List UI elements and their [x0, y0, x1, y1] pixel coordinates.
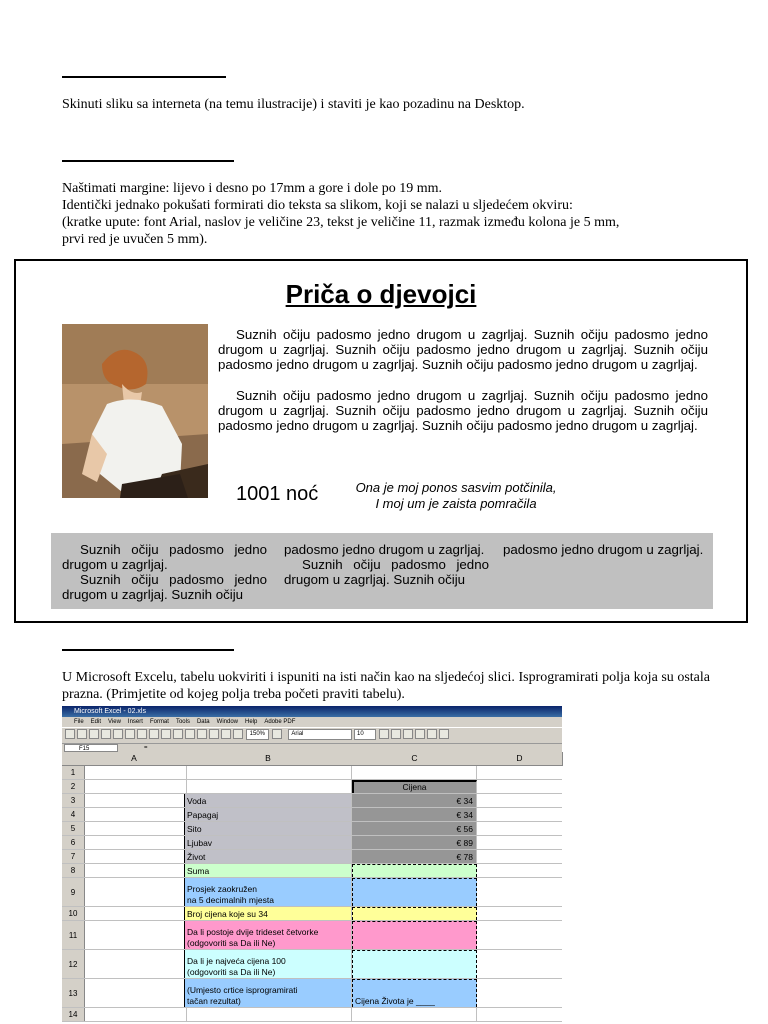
- instruction-2: Naštimati margine: lijevo i desno po 17mm a gore i dole po 19 mm. Identički jednako pokušati formirati dio teksta sa slikom, koji se nalazi u sljedećem okviru: (kratke upute: font Arial, naslov je veličine 23, tekst je veličine 11, razmak između kolona je 5 mm, prvi red je uvučen 5 mm).: [62, 181, 620, 247]
- undo-icon[interactable]: [173, 729, 183, 739]
- cell-b[interactable]: [184, 808, 352, 821]
- column-paragraph: Suznih očiju padosmo jedno drugom u zagrljaj. Suznih očiju: [62, 572, 267, 602]
- cell-c-text: Cijena Života je ____: [355, 996, 435, 1006]
- table-row: [62, 822, 562, 836]
- font-name-select[interactable]: Arial: [288, 729, 352, 740]
- row-header[interactable]: 2: [62, 780, 85, 793]
- cell-c[interactable]: [352, 822, 477, 835]
- table-row: [62, 780, 562, 794]
- column-paragraph: padosmo jedno drugom u zagrljaj.: [284, 542, 485, 557]
- cell-c[interactable]: [352, 836, 477, 849]
- excel-title-bar: Microsoft Excel - 02.xls: [62, 706, 562, 717]
- cell-c-text: € 34: [456, 796, 473, 806]
- excel-menu-item[interactable]: Tools: [175, 719, 190, 725]
- column-paragraph: padosmo jedno drugom u zagrljaj.: [503, 542, 704, 557]
- excel-menu-item[interactable]: File: [74, 719, 84, 725]
- row-header[interactable]: 14: [62, 1008, 85, 1021]
- table-row: [62, 979, 562, 1008]
- cell-b[interactable]: [184, 836, 352, 849]
- column-header-row: [62, 752, 562, 766]
- paste-icon[interactable]: [161, 729, 171, 739]
- cell-c[interactable]: [352, 907, 477, 920]
- cell-d[interactable]: [477, 1008, 564, 1021]
- cut-icon[interactable]: [137, 729, 147, 739]
- excel-screenshot: [62, 706, 562, 1019]
- excel-menu-item[interactable]: View: [108, 719, 121, 725]
- row-header[interactable]: 3: [62, 794, 85, 807]
- girl-painting-image: [62, 324, 208, 498]
- cell-d[interactable]: [477, 808, 564, 821]
- align-right-icon[interactable]: [439, 729, 449, 739]
- story-paragraph-2: Suznih očiju padosmo jedno drugom u zagrljaj. Suznih očiju padosmo jedno drugom u zagrljaj. Suznih očiju padosmo jedno drugom u zagrljaj. Suznih očiju padosmo jedno drugom u zagrljaj. Suznih očiju padosmo jedno drugom u zagrljaj.: [218, 388, 708, 434]
- table-row: [62, 1008, 562, 1022]
- column-text-band: [51, 533, 713, 609]
- separator-line: [62, 649, 234, 651]
- story-paragraph-1: Suznih očiju padosmo jedno drugom u zagrljaj. Suznih očiju padosmo jedno drugom u zagrljaj. Suznih očiju padosmo jedno drugom u zagrljaj. Suznih očiju padosmo jedno drugom u zagrljaj. Suznih očiju padosmo jedno drugom u zagrljaj.: [218, 327, 708, 373]
- cell-b[interactable]: [184, 780, 352, 793]
- cell-c[interactable]: [352, 979, 477, 1007]
- cell-c[interactable]: [352, 794, 477, 807]
- font-size-select[interactable]: 10: [354, 729, 376, 740]
- excel-menu-item[interactable]: Format: [149, 719, 169, 725]
- excel-menu-item[interactable]: Data: [196, 719, 210, 725]
- cell-a[interactable]: [84, 850, 187, 863]
- table-row: [62, 794, 562, 808]
- cell-c-text: € 89: [456, 838, 473, 848]
- hyperlink-icon[interactable]: [197, 729, 207, 739]
- align-center-icon[interactable]: [427, 729, 437, 739]
- separator-line: [62, 160, 234, 162]
- excel-menu-item[interactable]: Adobe PDF: [264, 719, 296, 725]
- name-box[interactable]: F15: [64, 744, 118, 752]
- column-paragraph: Suznih očiju padosmo jedno drugom u zagrljaj.: [62, 542, 267, 572]
- poem-line: I moj um je zaista pomračila: [375, 496, 537, 511]
- row-header[interactable]: 13: [62, 979, 85, 1007]
- cell-c[interactable]: [352, 921, 477, 949]
- cell-c[interactable]: [352, 864, 477, 877]
- cell-b-text: Papagaj: [187, 810, 219, 820]
- cell-b-text: Ljubav: [187, 838, 213, 848]
- row-header[interactable]: 6: [62, 836, 85, 849]
- italic-icon[interactable]: [391, 729, 401, 739]
- cell-c-text: € 78: [456, 852, 473, 862]
- cell-b-text: Sito: [187, 824, 202, 834]
- cell-b-text: Voda: [187, 796, 207, 806]
- cell-c[interactable]: [352, 850, 477, 863]
- excel-menu-item[interactable]: Edit: [90, 719, 102, 725]
- cell-a[interactable]: [84, 794, 187, 807]
- row-header[interactable]: 4: [62, 808, 85, 821]
- row-header[interactable]: 11: [62, 921, 85, 949]
- cell-b[interactable]: [184, 822, 352, 835]
- excel-toolbar: [62, 728, 562, 744]
- cell-b-text: (Umjesto crtice isprogramirati tačan rezultat): [187, 985, 298, 1006]
- row-header[interactable]: 12: [62, 950, 85, 978]
- cell-d[interactable]: [477, 780, 564, 793]
- text-column-2: [284, 542, 489, 587]
- table-row: [62, 850, 562, 864]
- cell-c[interactable]: [352, 808, 477, 821]
- cell-b-text: Da li postoje dvije trideset četvorke (odgovoriti sa Da ili Ne): [187, 927, 319, 948]
- table-row: [62, 808, 562, 822]
- cell-d[interactable]: [477, 766, 564, 779]
- table-row: [62, 921, 562, 950]
- cell-b[interactable]: [184, 907, 352, 920]
- cell-c-text: € 34: [456, 810, 473, 820]
- row-header[interactable]: 1: [62, 766, 85, 779]
- new-icon[interactable]: [65, 729, 75, 739]
- cell-b[interactable]: [184, 950, 352, 978]
- cell-c[interactable]: [352, 1008, 477, 1021]
- cell-a[interactable]: [84, 1008, 187, 1021]
- cell-b[interactable]: [184, 864, 352, 877]
- redo-icon[interactable]: [185, 729, 195, 739]
- align-left-icon[interactable]: [415, 729, 425, 739]
- row-header[interactable]: 10: [62, 907, 85, 920]
- column-paragraph: Suznih očiju padosmo jedno drugom u zagrljaj. Suznih očiju: [284, 557, 489, 587]
- cell-d[interactable]: [477, 794, 564, 807]
- cell-b[interactable]: [184, 1008, 352, 1021]
- bold-icon[interactable]: [379, 729, 389, 739]
- table-row: [62, 836, 562, 850]
- underline-icon[interactable]: [403, 729, 413, 739]
- save-icon[interactable]: [89, 729, 99, 739]
- table-row: [62, 864, 562, 878]
- cell-a[interactable]: [84, 780, 187, 793]
- cell-a[interactable]: [84, 822, 187, 835]
- open-icon[interactable]: [77, 729, 87, 739]
- excel-menu-item[interactable]: Help: [245, 719, 258, 725]
- cell-b[interactable]: [184, 766, 352, 779]
- formula-equals: =: [144, 745, 148, 751]
- cell-d[interactable]: [477, 822, 564, 835]
- cell-c[interactable]: [352, 878, 477, 906]
- cell-a[interactable]: [84, 921, 187, 949]
- table-row: [62, 766, 562, 780]
- cell-b[interactable]: [184, 878, 352, 906]
- text-column-3: [503, 542, 708, 557]
- row-header[interactable]: 9: [62, 878, 85, 906]
- cell-b-text: Prosjek zaokružen na 5 decimalnih mjesta: [187, 884, 274, 905]
- excel-menu-item[interactable]: Window: [216, 719, 238, 725]
- cell-a[interactable]: [84, 950, 187, 978]
- preview-icon[interactable]: [113, 729, 123, 739]
- instruction-3: U Microsoft Excelu, tabelu uokviriti i ispuniti na isti način kao na sljedećoj slici. Isprogramirati polja koja su ostala prazna. (Primjetite od kojeg polja treba početi praviti tabelu).: [62, 670, 710, 702]
- story-title: Priča o djevojci: [285, 279, 477, 309]
- table-row: [62, 878, 562, 907]
- cell-a[interactable]: [84, 878, 187, 906]
- select-all-corner[interactable]: [62, 752, 85, 766]
- row-header[interactable]: 5: [62, 822, 85, 835]
- cell-d[interactable]: [477, 836, 564, 849]
- cell-d[interactable]: [477, 864, 564, 877]
- cell-c[interactable]: [352, 780, 477, 793]
- cell-a[interactable]: [84, 766, 187, 779]
- cell-a[interactable]: [84, 808, 187, 821]
- cell-a[interactable]: [84, 864, 187, 877]
- poem: [336, 480, 576, 512]
- story-frame: [14, 259, 748, 623]
- cell-d[interactable]: [477, 950, 564, 978]
- cell-c[interactable]: [352, 950, 477, 978]
- poem-line: Ona je moj ponos sasvim potčinila,: [355, 480, 557, 495]
- cell-a[interactable]: [84, 836, 187, 849]
- cell-d[interactable]: [477, 907, 564, 920]
- cell-a[interactable]: [84, 907, 187, 920]
- row-header[interactable]: 8: [62, 864, 85, 877]
- sort-icon[interactable]: [221, 729, 231, 739]
- cell-d[interactable]: [477, 979, 564, 1007]
- column-header[interactable]: A: [84, 752, 185, 766]
- cell-c-text: Cijena: [402, 782, 427, 792]
- instruction-1: Skinuti sliku sa interneta (na temu ilustracije) i staviti je kao pozadinu na Desktop.: [62, 97, 525, 112]
- cell-d[interactable]: [477, 921, 564, 949]
- column-header[interactable]: D: [477, 752, 563, 766]
- cell-b-text: Suma: [187, 866, 210, 876]
- copy-icon[interactable]: [149, 729, 159, 739]
- chart-icon[interactable]: [233, 729, 243, 739]
- excel-menu-item[interactable]: Insert: [127, 719, 143, 725]
- cell-c-text: € 56: [456, 824, 473, 834]
- cell-b-text: Da li je najveća cijena 100 (odgovoriti sa Da ili Ne): [187, 956, 286, 977]
- nights-heading: 1001 noć: [236, 483, 319, 505]
- cell-c[interactable]: [352, 766, 477, 779]
- text-column-1: [62, 542, 267, 602]
- cell-b[interactable]: [184, 850, 352, 863]
- excel-menu-bar: [62, 717, 562, 728]
- help-icon[interactable]: [272, 729, 282, 739]
- column-header[interactable]: C: [352, 752, 478, 766]
- cell-d[interactable]: [477, 850, 564, 863]
- separator-line: [62, 76, 226, 78]
- column-header[interactable]: B: [184, 752, 353, 766]
- table-row: [62, 907, 562, 921]
- spell-icon[interactable]: [125, 729, 135, 739]
- sum-icon[interactable]: [209, 729, 219, 739]
- cell-b-text: Život: [187, 852, 206, 862]
- cell-d[interactable]: [477, 878, 564, 906]
- print-icon[interactable]: [101, 729, 111, 739]
- row-header[interactable]: 7: [62, 850, 85, 863]
- cell-a[interactable]: [84, 979, 187, 1007]
- cell-b[interactable]: [184, 979, 352, 1007]
- table-row: [62, 950, 562, 979]
- cell-b[interactable]: [184, 794, 352, 807]
- cell-b-text: Broj cijena koje su 34: [187, 909, 268, 919]
- zoom-select[interactable]: 150%: [246, 729, 269, 740]
- cell-b[interactable]: [184, 921, 352, 949]
